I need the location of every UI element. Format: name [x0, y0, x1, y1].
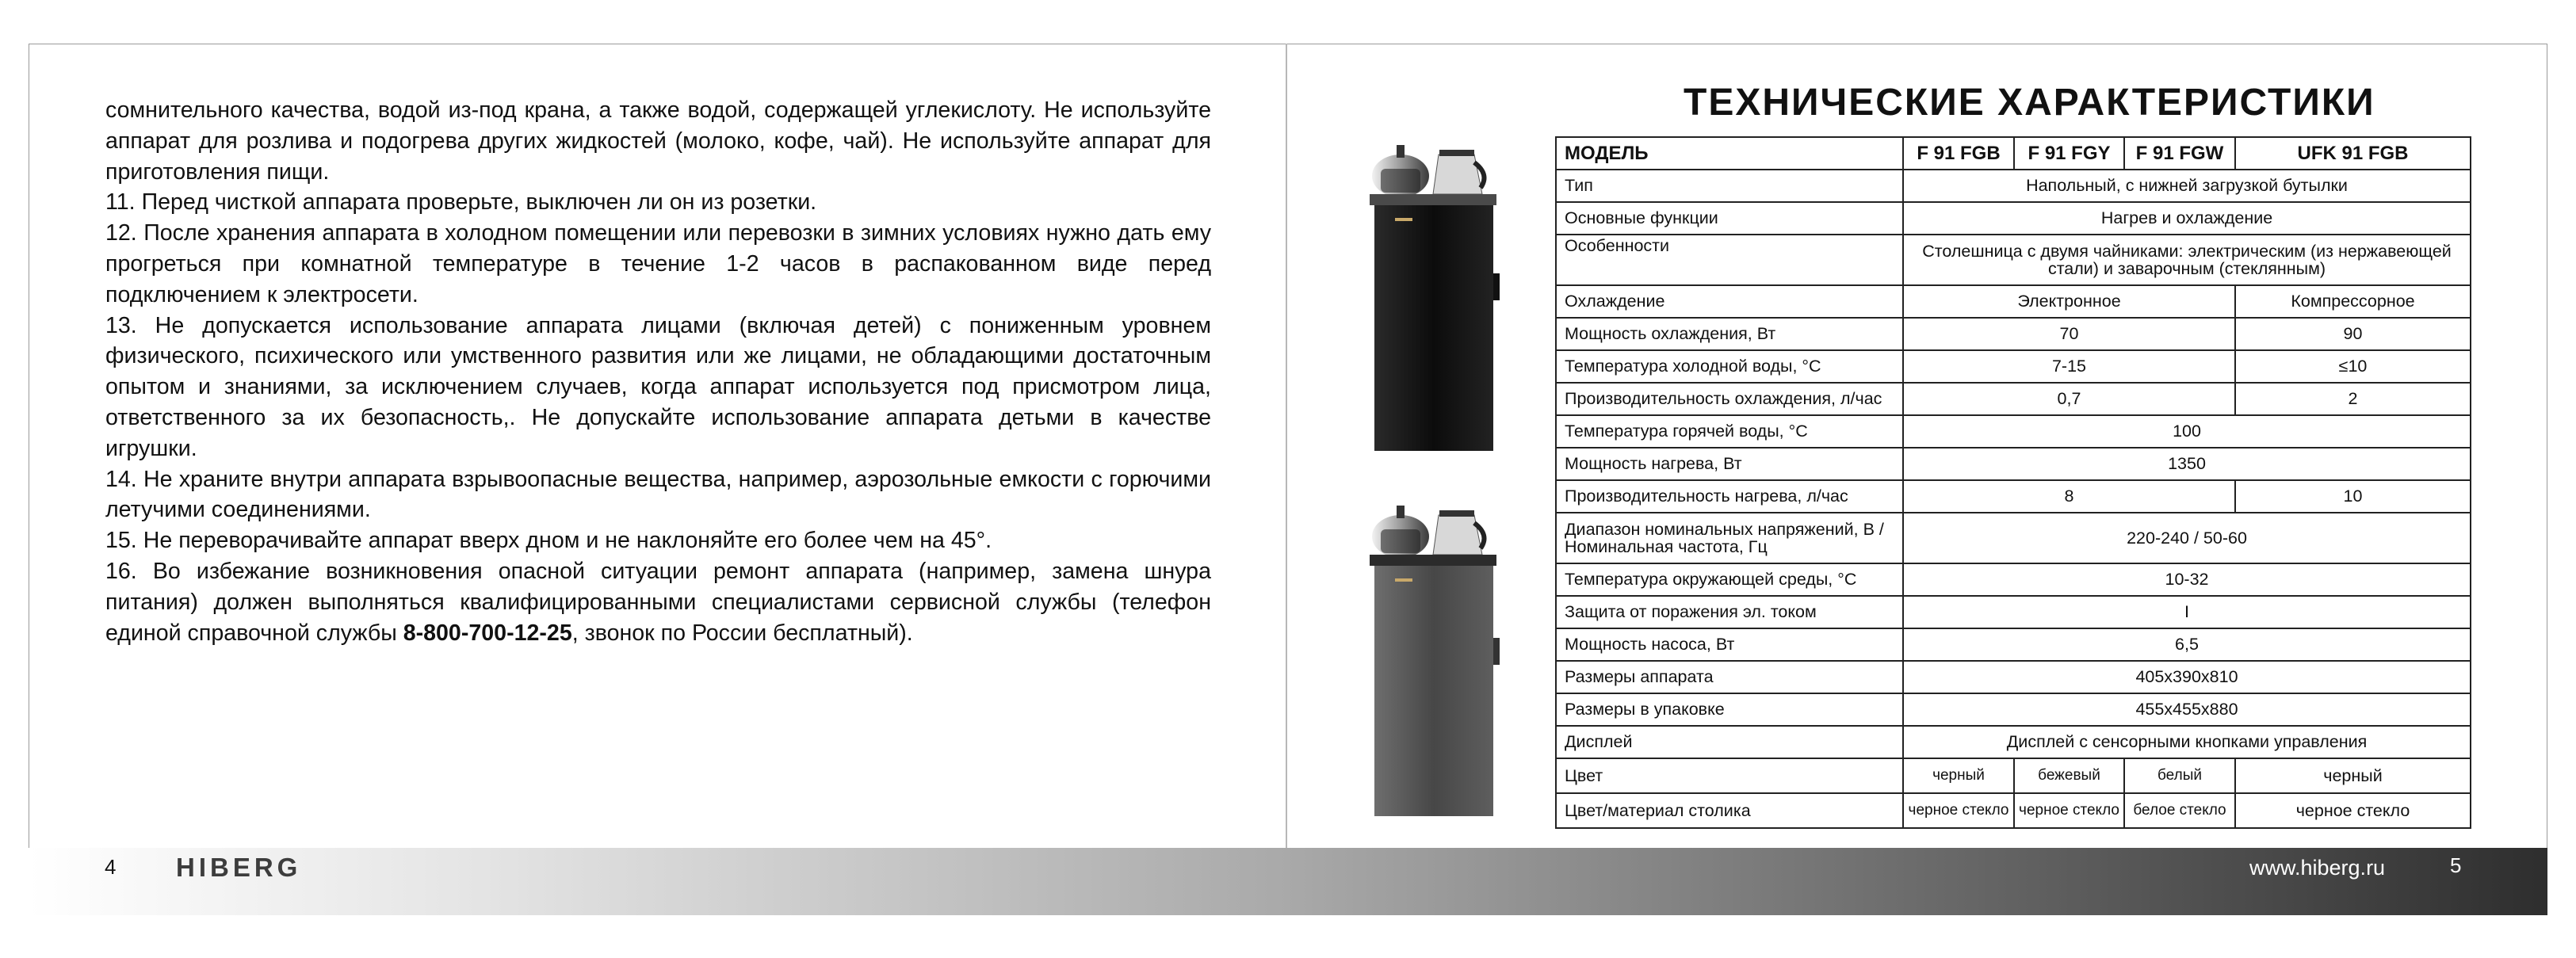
- cell-value: 10-32: [1903, 563, 2471, 596]
- table-row: [1556, 628, 2471, 661]
- cell-value: черное стекло: [1903, 793, 2014, 828]
- cell-value: 10: [2235, 480, 2471, 513]
- service-phone: 8-800-700-12-25: [403, 620, 572, 646]
- header-model: МОДЕЛЬ: [1556, 137, 1903, 170]
- row-label: Мощность насоса, Вт: [1556, 628, 1903, 661]
- row-label: Размеры в упаковке: [1556, 693, 1903, 726]
- cell-value: 70: [1903, 318, 2235, 350]
- cell-value: 1350: [1903, 448, 2471, 480]
- header-f91fgy: F 91 FGY: [2014, 137, 2124, 170]
- paragraph-continued: сомнительного качества, водой из-под крана, а также водой, содержащей углекислоту. Не используйте аппарат для розлива и подогрева других жидкостей (молоко, кофе, чай). Не используйте аппарат для приготовления пищи.: [105, 97, 1211, 185]
- row-label: Производительность нагрева, л/час: [1556, 480, 1903, 513]
- table-row: [1556, 563, 2471, 596]
- table-row: [1556, 202, 2471, 235]
- table-row: [1556, 661, 2471, 693]
- row-label: Температура холодной воды, °С: [1556, 350, 1903, 383]
- paragraph-13: 13. Не допускается использование аппарата лицами (включая детей) с пониженным уровнем физического, психического или умственного развития или же лицами, не обладающими достаточным опытом и знаниями, за исключением случаев, когда аппарат используется под присмотром лица, ответственного за их безопасность,. Не допускайте использование аппарата детьми в качестве игрушки.: [105, 312, 1211, 461]
- cell-value: 2: [2235, 383, 2471, 415]
- table-row: [1556, 513, 2471, 563]
- row-label: Размеры аппарата: [1556, 661, 1903, 693]
- cell-value: черный: [2235, 758, 2471, 793]
- paragraph-15: 15. Не переворачивайте аппарат вверх дном и не наклоняйте его более чем на 45°.: [105, 528, 992, 554]
- row-label: Охлаждение: [1556, 285, 1903, 318]
- page-number-left: 4: [105, 855, 117, 879]
- cell-value: 90: [2235, 318, 2471, 350]
- cell-value: белое стекло: [2124, 793, 2235, 828]
- paragraph-12: 12. После хранения аппарата в холодном помещении или перевозки в зимних условиях нужно дать ему прогреться при комнатной температуре в течение 1-2 часов в распакованном виде перед подключением к электросети.: [105, 220, 1211, 307]
- cell-value: Дисплей с сенсорными кнопками управления: [1903, 726, 2471, 758]
- table-row: [1556, 448, 2471, 480]
- cell-value: черное стекло: [2235, 793, 2471, 828]
- row-label: Температура горячей воды, °С: [1556, 415, 1903, 448]
- paragraph-11: 11. Перед чисткой аппарата проверьте, выключен ли он из розетки.: [105, 189, 817, 216]
- page-number-right: 5: [2450, 853, 2462, 877]
- row-label: Температура окружающей среды, °С: [1556, 563, 1903, 596]
- row-label: Мощность охлаждения, Вт: [1556, 318, 1903, 350]
- cell-value: Электронное: [1903, 285, 2235, 318]
- cell-value: черный: [1903, 758, 2014, 793]
- cell-value: 405x390x810: [1903, 661, 2471, 693]
- page-divider: [1286, 44, 1287, 848]
- row-label: Диапазон номинальных напряжений, В /Номинальная частота, Гц: [1556, 513, 1903, 563]
- table-row: [1556, 693, 2471, 726]
- row-label: Тип: [1556, 170, 1903, 202]
- page-title: ТЕХНИЧЕСКИЕ ХАРАКТЕРИСТИКИ: [1684, 82, 2375, 124]
- cell-value: I: [1903, 596, 2471, 628]
- cell-value: ≤10: [2235, 350, 2471, 383]
- cell-value: белый: [2124, 758, 2235, 793]
- row-label: Дисплей: [1556, 726, 1903, 758]
- cell-value: бежевый: [2014, 758, 2124, 793]
- row-label: Производительность охлаждения, л/час: [1556, 383, 1903, 415]
- cell-value: черное стекло: [2014, 793, 2124, 828]
- product-image-black: [1363, 131, 1502, 456]
- website-link: www.hiberg.ru: [2249, 856, 2386, 880]
- cell-value: 455x455x880: [1903, 693, 2471, 726]
- cell-value: 0,7: [1903, 383, 2235, 415]
- table-row: [1556, 318, 2471, 350]
- cell-value: 100: [1903, 415, 2471, 448]
- header-ufk91fgb: UFK 91 FGB: [2235, 137, 2471, 170]
- cell-value: Столешница с двумя чайниками: электрическим (из нержавеющей стали) и заварочным (стеклянным): [1903, 235, 2471, 285]
- table-row: [1556, 596, 2471, 628]
- table-row: [1556, 170, 2471, 202]
- table-row: [1556, 793, 2471, 828]
- row-label: Цвет/материал столика: [1556, 793, 1903, 828]
- brand-logo: HIBERG: [176, 853, 302, 882]
- row-label: Защита от поражения эл. током: [1556, 596, 1903, 628]
- header-f91fgb: F 91 FGB: [1903, 137, 2014, 170]
- spec-table: [1555, 136, 2471, 829]
- cell-value: Напольный, с нижней загрузкой бутылки: [1903, 170, 2471, 202]
- table-row: [1556, 415, 2471, 448]
- paragraph-16-text: 16. Во избежание возникновения опасной ситуации ремонт аппарата (например, замена шнура питания) должен выполняться квалифицированными специалистами сервисной службы (телефон единой справочной службы: [105, 558, 1211, 646]
- table-row: [1556, 758, 2471, 793]
- safety-instructions: [105, 95, 1211, 648]
- table-header-row: [1556, 137, 2471, 170]
- cell-value: Нагрев и охлаждение: [1903, 202, 2471, 235]
- row-label: Основные функции: [1556, 202, 1903, 235]
- table-row: [1556, 350, 2471, 383]
- paragraph-16-end: , звонок по России бесплатный).: [571, 620, 913, 646]
- paragraph-14: 14. Не храните внутри аппарата взрывоопасные вещества, например, аэрозольные емкости с горючими летучими соединениями.: [105, 466, 1211, 523]
- footer-bar: [29, 848, 2547, 915]
- row-label: Цвет: [1556, 758, 1903, 793]
- table-row: [1556, 480, 2471, 513]
- cell-value: 6,5: [1903, 628, 2471, 661]
- paragraph-16: [105, 556, 1211, 648]
- product-image-grey: [1363, 491, 1502, 820]
- cell-value: Компрессорное: [2235, 285, 2471, 318]
- row-label: Мощность нагрева, Вт: [1556, 448, 1903, 480]
- cell-value: 7-15: [1903, 350, 2235, 383]
- cell-value: 220-240 / 50-60: [1903, 513, 2471, 563]
- row-label: Особенности: [1556, 235, 1903, 285]
- table-row: [1556, 285, 2471, 318]
- table-row: [1556, 235, 2471, 285]
- table-row: [1556, 383, 2471, 415]
- cell-value: 8: [1903, 480, 2235, 513]
- table-row: [1556, 726, 2471, 758]
- header-f91fgw: F 91 FGW: [2124, 137, 2235, 170]
